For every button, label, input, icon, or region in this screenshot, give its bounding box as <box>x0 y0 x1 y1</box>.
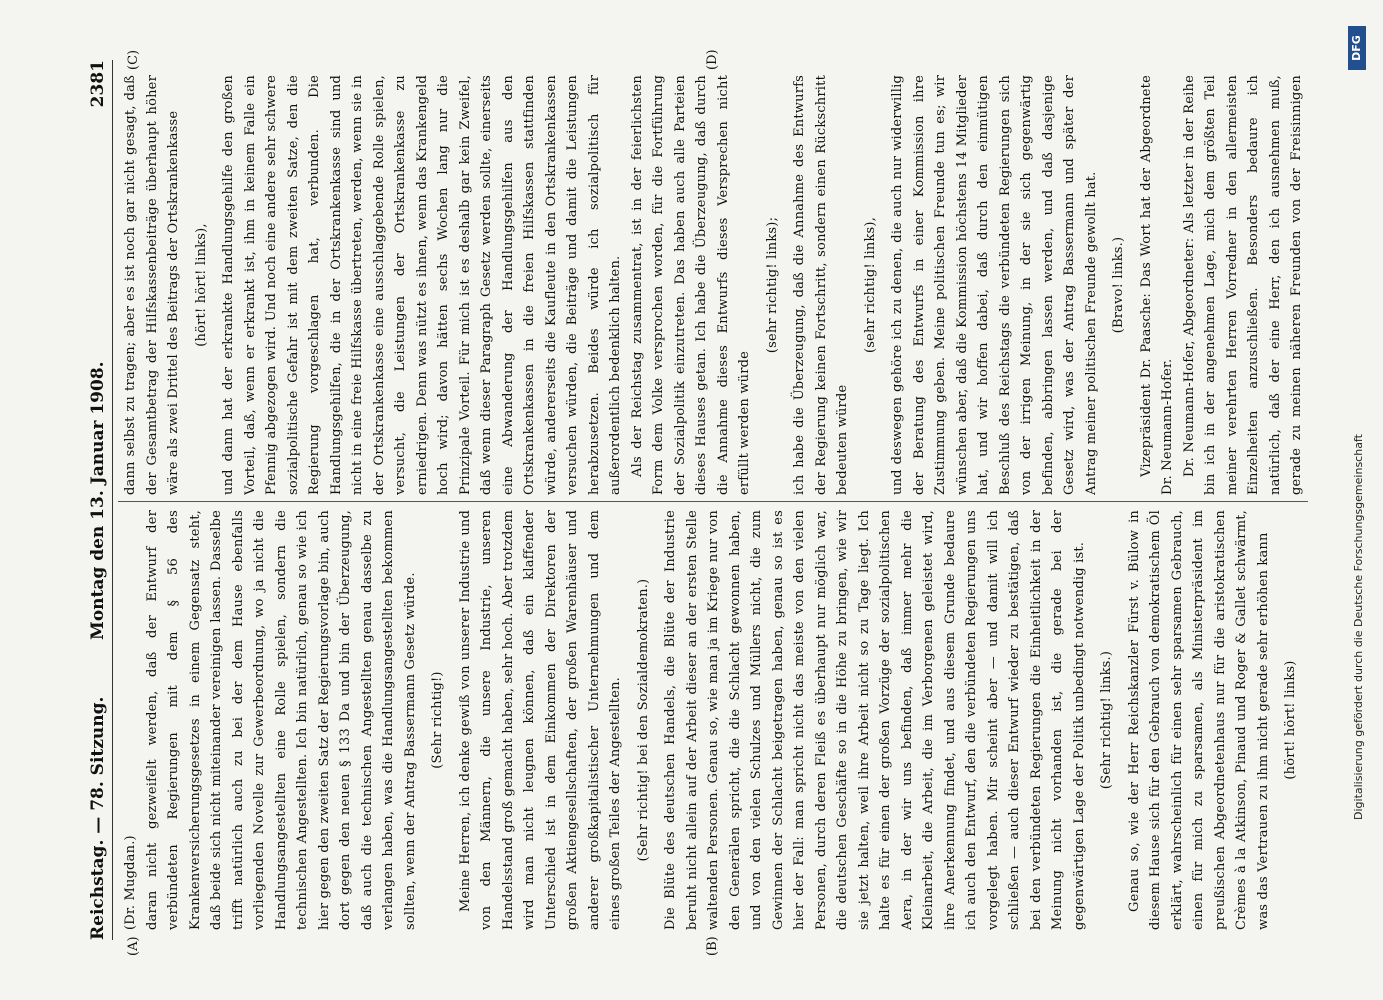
digitization-credit: Digitalisierung gefördert durch die Deutsche Forschungsgemeinschaft <box>1352 434 1365 820</box>
interjection: (hört! hört! links), <box>193 223 209 347</box>
left-text-column <box>120 510 1310 930</box>
interjection: (Sehr richtig! bei den Sozialdemokraten.) <box>635 578 651 862</box>
paragraph: ich habe die Überzeugung, daß die Annahme des Entwurfs der Regierung keinen Fortschritt, sondern einen Rückschritt bedeuten würde <box>792 75 850 495</box>
interjection: (sehr richtig! links), <box>862 216 878 354</box>
paragraph: und deswegen gehöre ich zu denen, die auch nur widerwillig der Beratung des Entwurfs in einer Kommission ihre Zustimmung geben. Meine politischen Freunde tun es; wir wünschen aber, daß die Kommission höchstens 14 Mitglieder hat, und wir hoffen dabei, daß durch den einmütigen Beschluß des Reichstags die verbündeten Regierungen sich von der irrigen Meinung, in der sie sich gegenwärtig befinden, abbringen lassen werden, und daß dasjenige Gesetz wird, was der Antrag Bassermann und später der Antrag meiner politischen Freunde gewollt hat. <box>890 75 1099 495</box>
interjection: (Sehr richtig!) <box>430 671 445 769</box>
interjection: (Sehr richtig! links.) <box>1099 650 1114 790</box>
header-center: Montag den 13. Januar 1908. <box>88 361 108 640</box>
page-number: 2381 <box>88 60 108 108</box>
paragraph: dann selbst zu tragen; aber es ist noch gar nicht gesagt, daß der Gesamtbetrag der Hilfskassenbeiträge überhaupt höher wäre als zwei Drittel des Beitrags der Ortskrankenkasse <box>123 75 181 495</box>
margin-mark-c: (C) <box>126 49 141 70</box>
interjection: (sehr richtig! links); <box>764 216 780 354</box>
header-rule <box>112 60 113 940</box>
margin-mark-a: (A) <box>126 936 141 956</box>
page-header <box>88 60 114 940</box>
paragraph <box>1308 510 1311 930</box>
margin-mark-b: (B) <box>705 936 720 956</box>
speaker-label: (Dr. Mugdan.) <box>123 835 138 930</box>
paragraph: Vizepräsident Dr. Paasche: Das Wort hat der Abgeordnete Dr. Neumann-Hofer. <box>1138 75 1175 495</box>
paragraph: Meine Herren, ich denke gewiß von unserer Industrie und von den Männern, die unsere Industrie, unseren Handelsstand groß gemacht haben, sehr hoch. Aber trotzdem wird man nicht leugnen können, daß ein klaffender Unterschied ist in dem Einkommen der Direktoren der großen Aktiengesellschaften, der großen Warenhäuser und anderer großkapitalistischer Unternehmungen und dem eines großen Teiles der Angestellten. <box>457 510 623 930</box>
paragraph: Als der Reichstag zusammentrat, ist in der feierlichsten Form dem Volke versprochen worden, für die Fortführung der Sozialpolitik einzutreten. Das haben auch alle Parteien dieses Hauses getan. Ich habe die Überzeugung, daß durch die Annahme dieses Entwurfs dieses Versprechen nicht erfüllt werden würde <box>629 75 752 495</box>
paragraph: daran nicht gezweifelt werden, daß der Entwurf der verbündeten Regierungen mit dem § 56 des Krankenversicherungsgesetzes in einem Gegensatz steht, daß beide sich nicht miteinander vereinigen lassen. Dasselbe trifft natürlich auch zu bei der dem Hause ebenfalls vorliegenden Novelle zur Gewerbeordnung, wo ja nicht die Handlungsangestellten eine Rolle spielen, sondern die technischen Angestellten. Ich bin natürlich, genau so wie ich hier gegen den zweiten Satz der Regierungsvorlage bin, auch dort gegen den neuen § 133 Da und bin der Überzeugung, daß auch die technischen Angestellten genau dasselbe zu verlangen haben, was die Handlungsangestellten bekommen sollten, wenn der Antrag Bassermann Gesetz würde. <box>144 510 418 930</box>
interjection: (hört! hört! links) <box>1283 660 1298 780</box>
paragraph: Die Blüte des deutschen Handels, die Blüte der Industrie beruht nicht allein auf der Arbeit dieser an der ersten Stelle waltenden Personen. Genau so, wie man ja im Kriege nur von den Generälen spricht, die die Schlacht gewonnen haben, und von den vielen Schulzes und Müllers nicht, die zum Gewinnen der Schlacht beigetragen haben, genau so ist es hier der Fall: man spricht nicht das meiste von den vielen Personen, durch deren Fleiß es überhaupt nur möglich war, die deutschen Geschäfte so in die Höhe zu bringen, wie wir sie jetzt halten, weil ihre Arbeit nicht so zu Tage liegt. Ich halte es für einen der großen Vorzüge der sozialpolitischen Aera, in der wir uns befinden, daß immer mehr die Kleinarbeit, die Arbeit, die im Verborgenen geleistet wird, ihre Anerkennung findet, und aus diesem Grunde bedaure ich auch den Entwurf, den die verbündeten Regierungen uns vorgelegt haben. Mir scheint aber — und damit will ich schließen — auch dieser Entwurf wieder zu bestätigen, daß bei den verbündeten Regierungen die Einheitlichkeit in der Meinung nicht vorhanden ist, die gerade bei der gegenwärtigen Lage der Politik unbedingt notwendig ist. <box>663 510 1087 930</box>
header-left: Reichstag. — 78. Sitzung. <box>88 696 108 940</box>
paragraph: und dann hat der erkrankte Handlungsgehilfe den großen Vorteil, daß, wenn er erkrankt ist, ihm in keinem Falle ein Pfennig abgezogen wird. Und noch eine andere sehr schwere sozialpolitische Gefahr ist mit dem zweiten Satze, den die Regierung vorgeschlagen hat, verbunden. Die Handlungsgehilfen, die in der Ortskrankenkasse sind und nicht in eine freie Hilfskasse übertreten, werden, wenn sie in der Ortskrankenkasse eine ausschlaggebende Rolle spielen, versucht, die Leistungen der Ortskrankenkasse zu erniedrigen. Denn was nützt es ihnen, wenn das Krankengeld hoch wird; davon hätten sechs Wochen lang nur die Prinzipale Vorteil. Für mich ist es deshalb gar kein Zweifel, daß wenn dieser Paragraph Gesetz werden sollte, einerseits eine Abwanderung der Handlungsgehilfen aus den Ortskrankenkassen in die freien Hilfskassen stattfinden würde, andererseits die Kaufleute in den Ortskrankenkassen versuchen würden, die Beiträge und damit die Leistungen herabzusetzen. Beides würde ich sozialpolitisch für außerordentlich bedenklich halten. <box>221 75 623 495</box>
interjection: (Bravo! links.) <box>1111 236 1126 334</box>
column-rule <box>118 501 1308 502</box>
margin-mark-d: (D) <box>705 49 720 70</box>
right-text-column <box>120 75 1310 495</box>
paragraph: Dr. Neumann-Hofer, Abgeordneter: Als letzter in der Reihe bin ich in der angenehmen Lage, mich dem größten Teil meiner verehrten Herren Vorredner in den allermeisten Einzelheiten anzuschließen. Besonders bedaure ich natürlich, daß der eine Herr, den ich ausnehmen muß, gerade zu meinen näheren Freunden von der Freisinnigen <box>1181 75 1304 495</box>
dfg-logo: DFG <box>1348 26 1366 70</box>
paragraph: Genau so, wie der Herr Reichskanzler Fürst v. Bülow in diesem Hause sich für den Gebrauch von demokratischem Öl erklärt, wahrscheinlich für einen sehr sparsamen Gebrauch, einen für mich zu sparsamen, als Ministerpräsident im preußischen Abgeordnetenhaus nur für die aristokratischen Crèmes à la Atkinson, Pinaud und Roger & Gallet schwärmt, was das Vertrauen zu ihm nicht gerade sehr erhöhen kann <box>1126 510 1271 930</box>
